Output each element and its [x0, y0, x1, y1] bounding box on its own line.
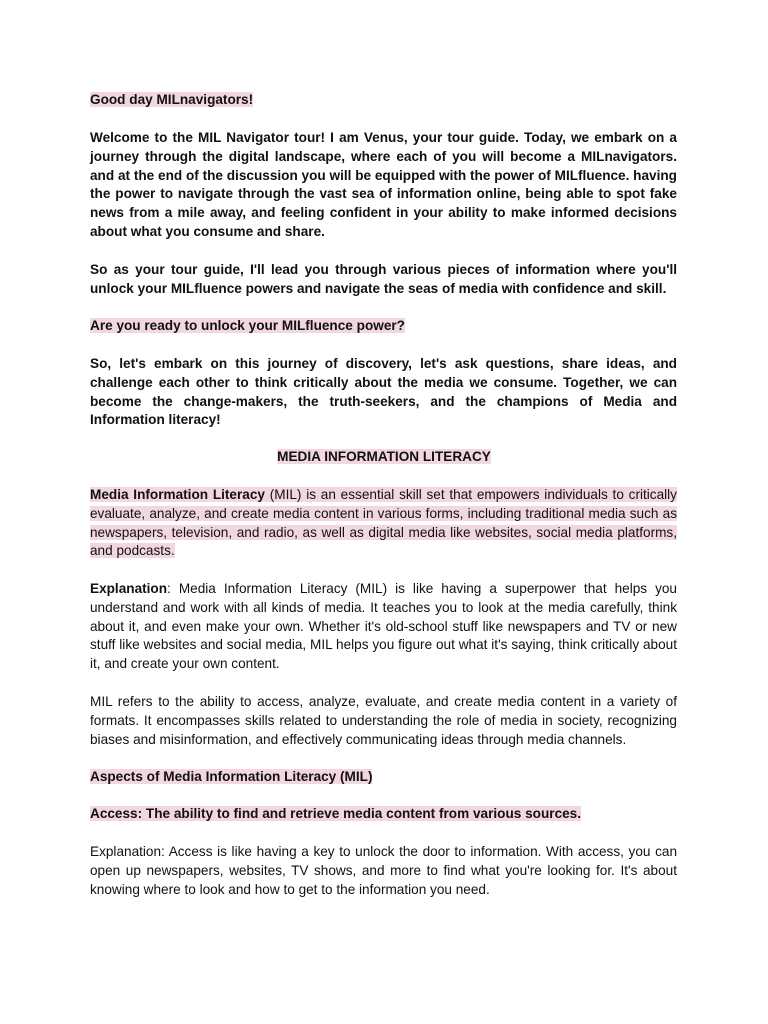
- greeting: Good day MILnavigators!: [90, 92, 254, 107]
- definition-paragraph: [90, 486, 677, 561]
- aspects-heading: Aspects of Media Information Literacy (MIL): [90, 769, 373, 784]
- explanation-label: Explanation: [90, 581, 168, 596]
- definition-term: Media Information Literacy: [90, 487, 265, 502]
- explanation-paragraph: [90, 580, 677, 674]
- question-line: Are you ready to unlock your MILfluence power?: [90, 318, 405, 333]
- tour-guide-paragraph: So as your tour guide, I'll lead you through various pieces of information where you'll unlock your MILfluence powers and navigate the seas of media with confidence and skill.: [90, 262, 677, 296]
- definition-text: (MIL) is an essential skill set that empowers individuals to critically evaluate, analyze, and create media content in various forms, including traditional media such as newspapers, television, and radio, as well as digital media like websites, social media platforms, and podcasts.: [90, 487, 677, 559]
- embark-paragraph: So, let's embark on this journey of discovery, let's ask questions, share ideas, and challenge each other to think critically about the media we consume. Together, we can become the change-makers, the truth-seekers, and the champions of Media and Information literacy!: [90, 356, 677, 428]
- access-heading: Access: The ability to find and retrieve media content from various sources.: [90, 806, 582, 821]
- access-explanation-paragraph: Explanation: Access is like having a key to unlock the door to information. With access, you can open up newspapers, websites, TV shows, and more to find what you're looking for. It's about knowing where to look and how to get to the information you need.: [90, 844, 677, 897]
- mil-refers-paragraph: MIL refers to the ability to access, analyze, evaluate, and create media content in a variety of formats. It encompasses skills related to understanding the role of media in society, recognizing biases and misinformation, and effectively communicating ideas through media channels.: [90, 694, 677, 747]
- section-title: MEDIA INFORMATION LITERACY: [277, 449, 491, 464]
- explanation-text: : Media Information Literacy (MIL) is like having a superpower that helps you understand and work with all kinds of media. It teaches you to look at the media carefully, think about it, and even make your own. Whether it's old-school stuff like newspapers and TV or new stuff like websites and social media, MIL helps you figure out what it's saying, think critically about it, and create your own content.: [90, 581, 677, 672]
- welcome-paragraph: Welcome to the MIL Navigator tour! I am Venus, your tour guide. Today, we embark on a journey through the digital landscape, where each of you will become a MILnavigators. and at the end of the discussion you will be equipped with the power of MILfluence. having the power to navigate through the vast sea of information online, being able to spot fake news from a mile away, and feeling confident in your ability to make informed decisions about what you consume and share.: [90, 130, 677, 239]
